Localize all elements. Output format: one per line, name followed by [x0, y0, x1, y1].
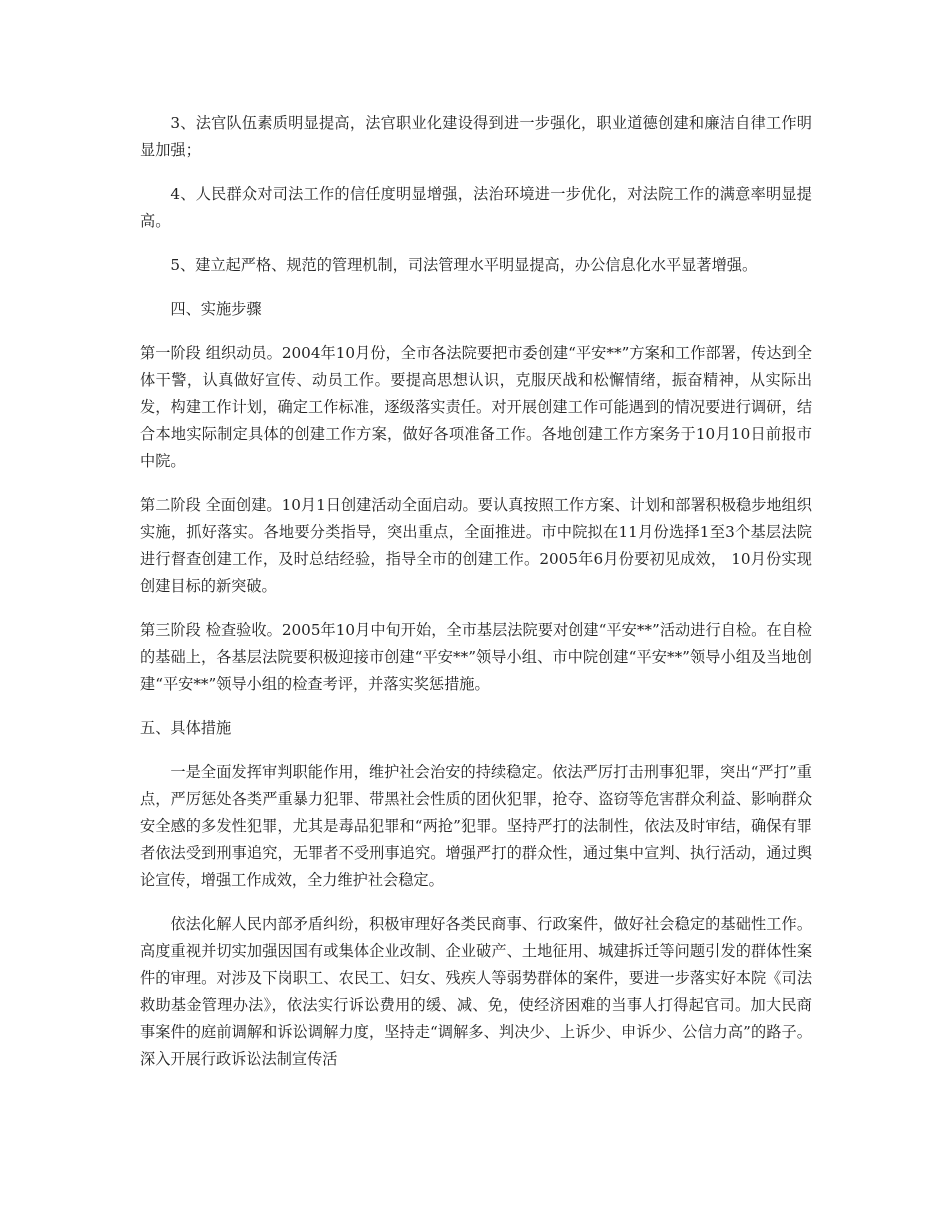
- paragraph-measure-2: 依法化解人民内部矛盾纠纷，积极审理好各类民商事、行政案件，做好社会稳定的基础性工作。高度重视并切实加强因国有或集体企业改制、企业破产、土地征用、城建拆迁等问题引发的群体性案件的审理。对涉及下岗职工、农民工、妇女、残疾人等弱势群体的案件，要进一步落实好本院《司法救助基金管理办法》，依法实行诉讼费用的缓、减、免，使经济困难的当事人打得起官司。加大民商事案件的庭前调解和诉讼调解力度，坚持走“调解多、判决少、上诉少、申诉少、公信力高”的路子。深入开展行政诉讼法制宣传活: [140, 915, 812, 1068]
- section-heading-implementation-steps: 四、实施步骤: [170, 300, 262, 318]
- paragraph-goal-4: 4、人民群众对司法工作的信任度明显增强，法治环境进一步优化，对法院工作的满意率明显提高。: [140, 185, 812, 230]
- paragraph-stage-2: 第二阶段 全面创建。10月1日创建活动全面启动。要认真按照工作方案、计划和部署积极稳步地组织实施，抓好落实。各地要分类指导，突出重点，全面推进。市中院拟在11月份选择1至3个基层法院进行督查创建工作，及时总结经验，指导全市的创建工作。2005年6月份要初见成效， 10月份实现创建目标的新突破。: [140, 496, 812, 595]
- document-page: [140, 110, 812, 1090]
- paragraph-goal-3: 3、法官队伍素质明显提高，法官职业化建设得到进一步强化，职业道德创建和廉洁自律工作明显加强；: [140, 114, 812, 159]
- paragraph-measure-1: 一是全面发挥审判职能作用，维护社会治安的持续稳定。依法严厉打击刑事犯罪，突出“严打”重点，严厉惩处各类严重暴力犯罪、带黑社会性质的团伙犯罪，抢夺、盗窃等危害群众利益、影响群众安全感的多发性犯罪，尤其是毒品犯罪和“两抢”犯罪。坚持严打的法制性，依法及时审结，确保有罪者依法受到刑事追究，无罪者不受刑事追究。增强严打的群众性，通过集中宣判、执行活动，通过舆论宣传，增强工作成效，全力维护社会稳定。: [140, 763, 812, 889]
- paragraph-goal-5: 5、建立起严格、规范的管理机制，司法管理水平明显提高，办公信息化水平显著增强。: [170, 256, 758, 274]
- paragraph-stage-3: 第三阶段 检查验收。2005年10月中旬开始，全市基层法院要对创建“平安**”活动进行自检。在自检的基础上，各基层法院要积极迎接市创建“平安**”领导小组、市中院创建“平安**”领导小组及当地创建“平安**”领导小组的检查考评，并落实奖惩措施。: [140, 621, 812, 693]
- section-heading-specific-measures: 五、具体措施: [140, 719, 232, 737]
- paragraph-stage-1: 第一阶段 组织动员。2004年10月份，全市各法院要把市委创建“平安**”方案和工作部署，传达到全体干警，认真做好宣传、动员工作。要提高思想认识，克服厌战和松懈情绪，振奋精神，从实际出发，构建工作计划，确定工作标准，逐级落实责任。对开展创建工作可能遇到的情况要进行调研，结合本地实际制定具体的创建工作方案，做好各项准备工作。各地创建工作方案务于10月10日前报市中院。: [140, 344, 812, 470]
